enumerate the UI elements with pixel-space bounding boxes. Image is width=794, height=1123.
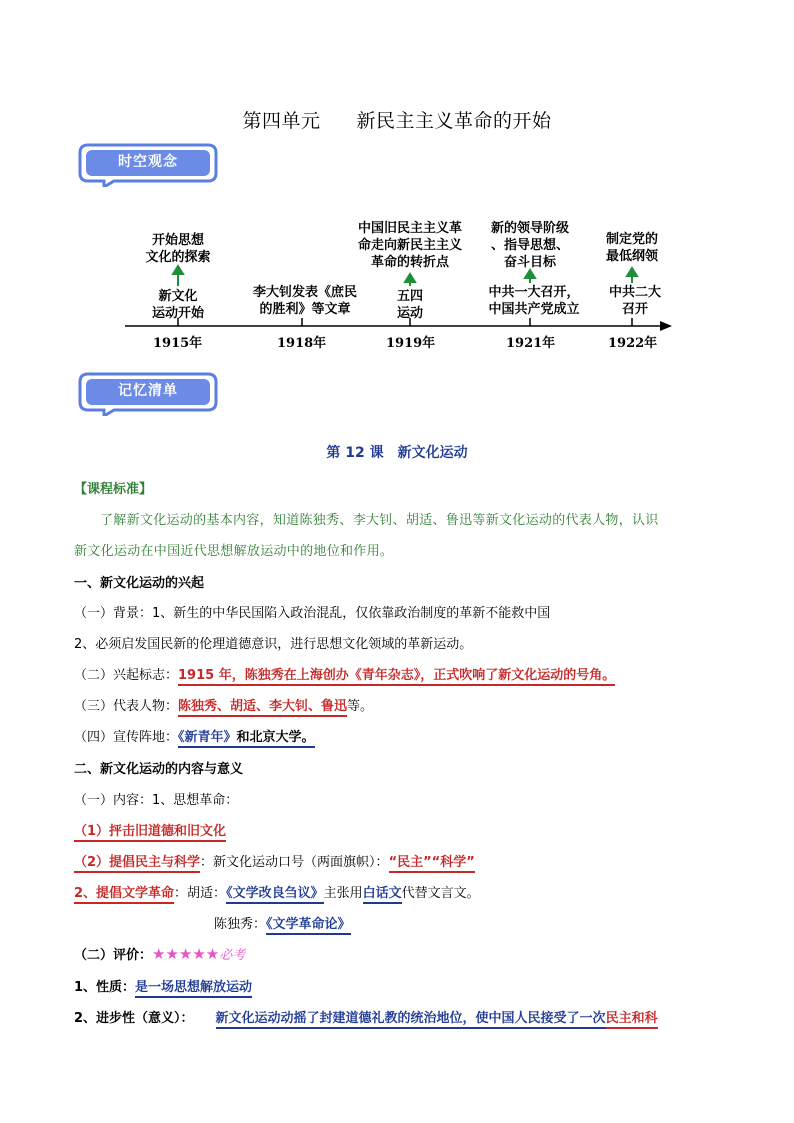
event-1919-result: 中国旧民主主义革 命走向新民主主义 革命的转折点 [357,221,462,270]
unit-label: 第四单元 [242,110,321,132]
start-sign: （二）兴起标志：1915 年，陈独秀在上海创办《青年杂志》，正式吹响了新文化运动的号角。 [74,664,615,683]
nature: 1、性质：是一场思想解放运动 [74,976,252,995]
content-3: 2、提倡文学革命：胡适：《文学改良刍议》主张用白话文代替文言文。 [74,882,480,901]
year-1921: 1921年 [506,336,556,351]
standard-heading: 【课程标准】 [74,482,153,497]
event-1922: 中共二大 召开 [608,285,661,317]
xin-qingnian: 《新青年》 [178,730,237,748]
banner-jiyi-text: 记忆清单 [118,383,178,399]
event-1915-result: 开始思想 文化的探索 [145,233,211,265]
standard-line-1: 了解新文化运动的基本内容，知道陈独秀、李大钊、胡适、鲁迅等新文化运动的代表人物，认识 [100,513,659,528]
content-2: （2）提倡民主与科学：新文化运动口号（两面旗帜）：“民主”“科学” [74,851,475,870]
event-1922-result: 制定党的 最低纲领 [605,232,658,264]
section2-heading: 二、新文化运动的内容与意义 [74,762,244,777]
propaganda-base: （四）宣传阵地：《新青年》和北京大学。 [74,726,315,745]
content-heading: （一）内容：1、思想革命： [74,793,239,808]
unit-name: 新民主主义革命的开始 [356,110,552,132]
banner-shikong-text: 时空观念 [118,154,178,170]
event-1918: 李大钊发表《庶民 的胜利》等文章 [252,285,357,317]
content-1: （1）抨击旧道德和旧文化 [74,820,226,839]
lesson-title: 第 12 课 新文化运动 [326,445,468,461]
background-1: （一）背景：1、新生的中华民国陷入政治混乱，仅依靠政治制度的革新不能救中国 [74,606,551,621]
banner-jiyi [78,372,218,408]
year-1918: 1918年 [277,336,327,351]
section1-heading: 一、新文化运动的兴起 [74,576,205,591]
year-1922: 1922年 [608,336,658,351]
evaluation: （二）评价：★★★★★必考 [74,945,246,963]
progressiveness: 2、进步性（意义）： 新文化运动动摇了封建道德礼教的统治地位，使中国人民接受了一次民主和科 [74,1007,658,1026]
background-2: 2、必须启发国民新的伦理道德意识，进行思想文化领域的革新运动。 [74,637,473,652]
representatives: （三）代表人物：陈独秀、胡适、李大钊、鲁迅等。 [74,695,373,714]
standard-line-2: 新文化运动在中国近代思想解放运动中的地位和作用。 [74,544,394,559]
event-1921: 中共一大召开， 中国共产党成立 [488,285,580,317]
event-1921-result: 新的领导阶级 、指导思想、 奋斗目标 [490,221,569,270]
content-4: 陈独秀：《文学革命论》 [214,913,351,932]
year-1919: 1919年 [386,336,436,351]
star-icons: ★★★★★ [152,945,220,963]
representatives-value: 陈独秀、胡适、李大钊、鲁迅 [178,699,347,717]
start-sign-value: 1915 年，陈独秀在上海创办《青年杂志》，正式吹响了新文化运动的号角。 [178,668,615,686]
event-1919: 五四 运动 [396,289,423,321]
year-1915: 1915年 [153,336,203,351]
event-1915: 新文化 运动开始 [151,289,204,321]
